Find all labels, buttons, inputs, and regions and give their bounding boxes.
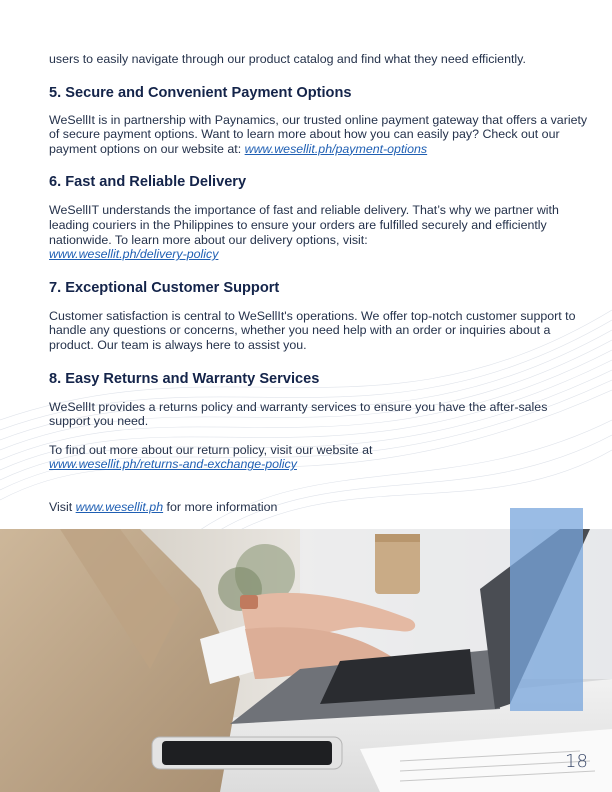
section-6-body: WeSellIT understands the importance of fast and reliable delivery. That’s why we partner with leading couriers in the Philippines to ensure your orders are fulfilled securely and efficiently nationwide. To learn more about our delivery options, visit: www.wesellit.ph/delivery-policy: [49, 203, 559, 262]
delivery-policy-link[interactable]: www.wesellit.ph/delivery-policy: [49, 247, 219, 262]
section-8-body-2: To find out more about our return policy, visit our website at www.wesellit.ph/returns-and-exchange-policy: [49, 442, 373, 472]
section-7-heading: 7. Exceptional Customer Support: [49, 279, 280, 296]
page-number: 18: [565, 751, 588, 772]
section-8-body: WeSellIt provides a returns policy and warranty services to ensure you have the after-sales support you need.: [49, 399, 548, 429]
section-5-body: WeSellIt is in partnership with Paynamics, our trusted online payment gateway that offers a variety of secure payment options. Want to learn more about how you can easily pay? Check out our payment options on our website at: www.wesellit.ph/payment-options: [49, 112, 588, 156]
accent-blue-bar: [510, 508, 583, 711]
section-7-body: Customer satisfaction is central to WeSellIt's operations. We offer top-notch customer support to handle any questions or concerns, whether you need help with an order or inquiries about a product. Our team is always here to assist you.: [49, 308, 576, 352]
section-5-heading: 5. Secure and Convenient Payment Options: [49, 84, 352, 101]
returns-policy-link[interactable]: www.wesellit.ph/returns-and-exchange-policy: [49, 457, 297, 472]
website-link[interactable]: www.wesellit.ph: [75, 499, 164, 514]
section-6-heading: 6. Fast and Reliable Delivery: [49, 174, 247, 191]
page-content: [49, 52, 589, 515]
section-8-heading: 8. Easy Returns and Warranty Services: [49, 370, 320, 387]
payment-options-link[interactable]: www.wesellit.ph/payment-options: [244, 141, 428, 156]
visit-website-line: Visit www.wesellit.ph for more information: [49, 499, 278, 514]
intro-tail-text: users to easily navigate through our product catalog and find what they need efficiently.: [49, 52, 526, 66]
